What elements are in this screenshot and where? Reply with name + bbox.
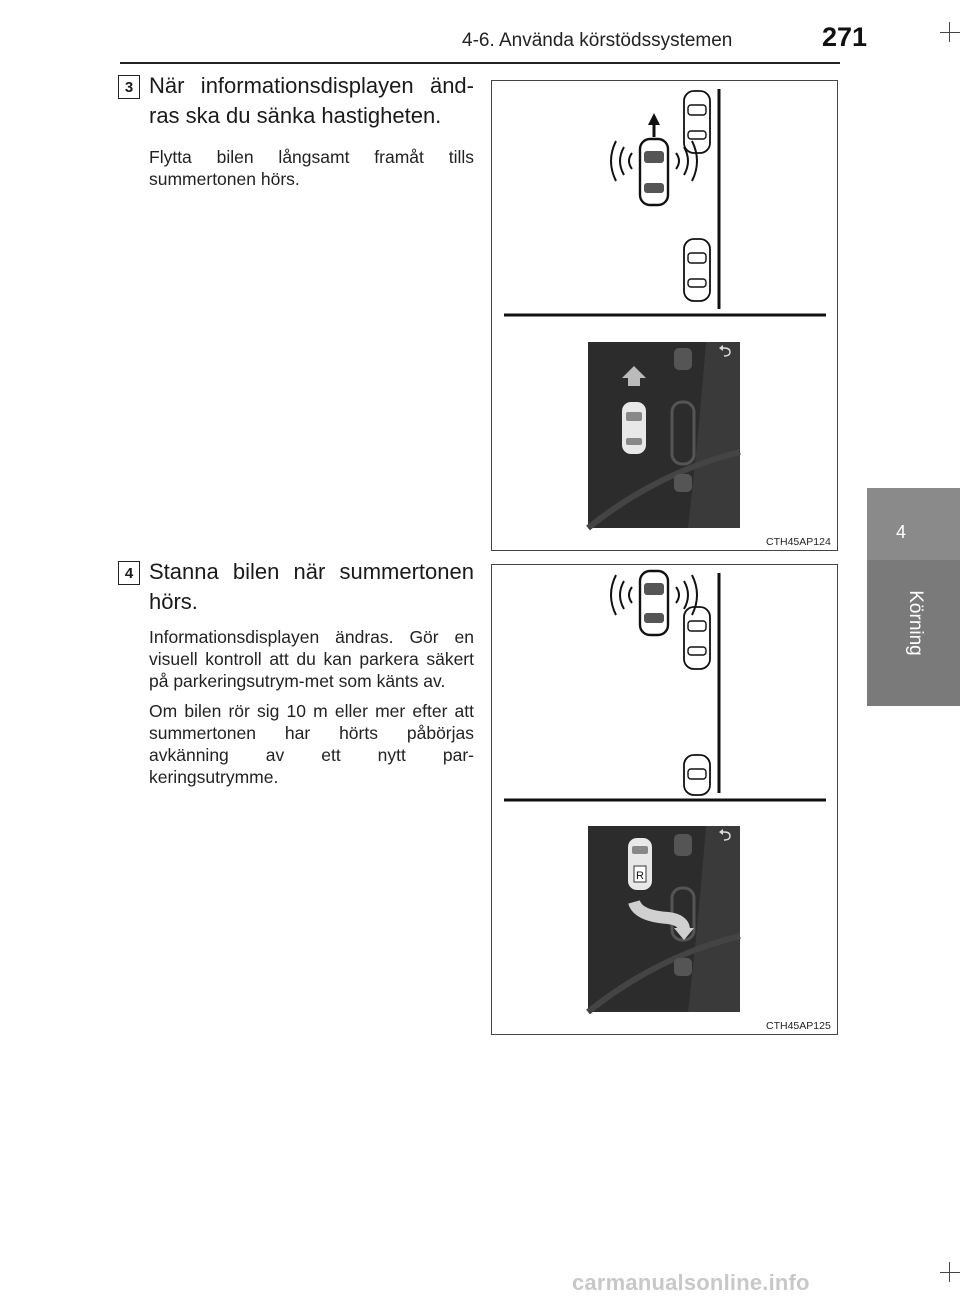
display-screen bbox=[588, 826, 740, 1012]
illustration-step-3 bbox=[491, 80, 838, 551]
own-car-icon bbox=[640, 571, 668, 635]
step-paragraph: Om bilen rör sig 10 m eller mer efter att summertonen har hörts påbörjas avkänning av ett nytt par-keringsutrymme. bbox=[149, 701, 474, 787]
step-title: När informationsdisplayen änd-ras ska du sänka hastigheten. bbox=[149, 73, 474, 128]
crop-mark bbox=[949, 22, 950, 42]
illustration-step-4 bbox=[491, 564, 838, 1035]
header-rule bbox=[120, 62, 840, 64]
step-number-badge: 3 bbox=[118, 75, 140, 99]
page-number: 271 bbox=[822, 22, 868, 52]
chapter-tab bbox=[867, 488, 960, 706]
parked-car-icon bbox=[684, 239, 710, 301]
step-body bbox=[149, 626, 474, 796]
crop-mark bbox=[940, 1272, 960, 1273]
parked-car-icon bbox=[684, 755, 710, 795]
display-screen bbox=[588, 342, 740, 528]
step-paragraph: Informationsdisplayen ändras. Gör en visuell kontroll att du kan parkera säkert på parkeringsutrym-met som känts av. bbox=[149, 627, 474, 691]
figure-code: CTH45AP124 bbox=[766, 536, 831, 548]
crop-mark bbox=[949, 1262, 950, 1282]
parking-diagram-forward bbox=[492, 81, 837, 550]
step-paragraph: Flytta bilen långsamt framåt tills summertonen hörs. bbox=[149, 147, 474, 189]
chapter-label: Körning bbox=[905, 590, 926, 656]
chapter-label-wrap bbox=[903, 568, 927, 698]
parked-car-icon bbox=[684, 91, 710, 153]
step-number-badge: 4 bbox=[118, 561, 140, 585]
own-car-icon bbox=[622, 402, 646, 454]
parking-diagram-stop bbox=[492, 565, 837, 1034]
footer-watermark: carmanualsonline.info bbox=[572, 1270, 810, 1295]
step-body bbox=[149, 146, 474, 198]
arrow-up-icon bbox=[648, 113, 660, 137]
parked-car-icon bbox=[684, 607, 710, 669]
step-title: Stanna bilen när summertonen hörs. bbox=[149, 559, 474, 614]
own-car-icon bbox=[640, 139, 668, 205]
crop-mark bbox=[940, 32, 960, 33]
figure-code: CTH45AP125 bbox=[766, 1020, 831, 1032]
chapter-number: 4 bbox=[895, 522, 906, 542]
own-car-icon bbox=[628, 838, 652, 890]
gear-indicator: R bbox=[636, 870, 644, 882]
section-title: 4-6. Använda körstödssystemen bbox=[462, 30, 733, 51]
